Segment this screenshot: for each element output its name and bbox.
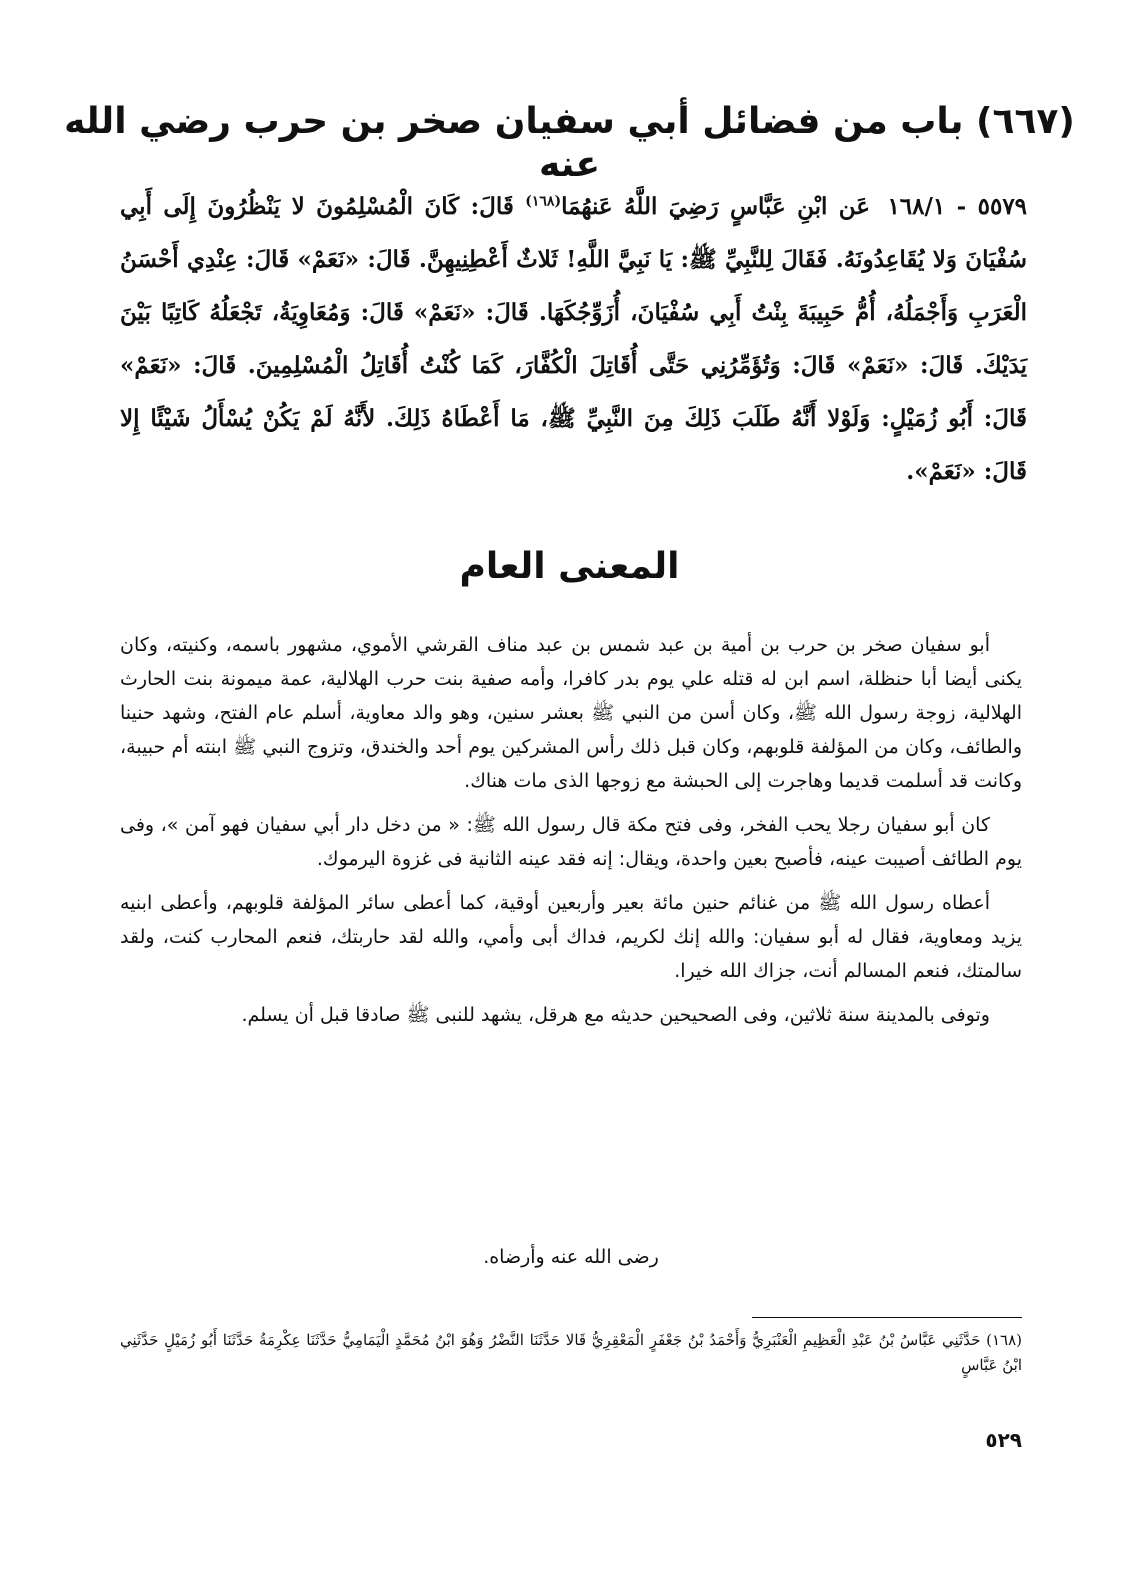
paragraph: وتوفى بالمدينة سنة ثلاثين، وفى الصحيحين حديثه مع هرقل، يشهد للنبى ﷺ صادقا قبل أن يسلم. — [241, 1004, 990, 1026]
footnote-reference: (١٦٨) — [525, 193, 562, 210]
paragraph: أعطاه رسول الله ﷺ من غنائم حنين مائة بعير وأربعين أوقية، كما أعطى سائر المؤلفة قلوبهم، وأعطى ابنيه يزيد ومعاوية، فقال له أبو سفيان: والله إنك لكريم، فداك أبى وأمي، والله لقد حاربتك، فنعم المحارب كنت، ولقد سالمتك، فنعم المسالم أنت، جزاك الله خيرا. — [120, 892, 1022, 982]
paragraph: أبو سفيان صخر بن حرب بن أمية بن عبد شمس بن عبد مناف القرشي الأموي، مشهور باسمه، وكنيته، وكان يكنى أيضا أبا حنظلة، اسم ابن له قتله علي يوم بدر كافرا، وأمه صفية بنت حرب الهلالية، عمة ميمونة بنت الحارث الهلالية، زوجة رسول الله ﷺ، وكان أسن من النبي ﷺ بعشر سنين، وهو والد معاوية، أسلم عام الفتح، وشهد حنينا والطائف، وكان من المؤلفة قلوبهم، وكان قبل ذلك رأس المشركين يوم أحد والخندق، وتزوج النبي ﷺ ابنته أم حبيبة، وكانت قد أسلمت قديما وهاجرت إلى الحبشة مع زوجها الذى مات هناك. — [120, 634, 1022, 792]
closing-line: رضى الله عنه وأرضاه. — [483, 1246, 659, 1268]
commentary-body — [120, 628, 1022, 1042]
paragraph: كان أبو سفيان رجلا يحب الفخر، وفى فتح مكة قال رسول الله ﷺ: « من دخل دار أبي سفيان فهو آمن »، وفى يوم الطائف أصيبت عينه، فأصبح بعين واحدة، ويقال: إنه فقد عينه الثانية فى غزوة اليرموك. — [120, 814, 1022, 870]
hadith-text — [120, 180, 1027, 498]
section-title: المعنى العام — [459, 546, 680, 587]
hadith-number: ٥٥٧٩ - ١٦٨/١ — [887, 193, 1028, 220]
footnote-divider — [752, 1317, 1022, 1318]
hadith-text-opening: عَن ابْنِ عَبَّاسٍ رَضِيَ اللَّهُ عَنهُمَا — [561, 193, 871, 220]
footnote: (١٦٨) حَدَّثَنِي عَبَّاسُ بْنُ عَبْدِ الْعَظِيمِ الْعَنْبَرِيُّ وَأَحْمَدُ بْنُ جَعْفَرٍ الْمَعْقِرِيُّ قَالا حَدَّثَنَا النَّضْرُ وَهُوَ ابْنُ مُحَمَّدٍ الْيَمَامِيُّ حَدَّثَنَا عِكْرِمَةُ حَدَّثَنَا أَبُو زُمَيْلٍ حَدَّثَنِي ابْنُ عَبَّاسٍ — [120, 1331, 1022, 1374]
page-number: ٥٢٩ — [985, 1428, 1022, 1452]
hadith-text-body: قَالَ: كَانَ الْمُسْلِمُونَ لا يَنْظُرُونَ إِلَى أَبِي سُفْيَانَ وَلا يُقَاعِدُونَهُ. فَقَالَ لِلنَّبِيِّ ﷺ: يَا نَبِيَّ اللَّهِ! ثَلاثٌ أَعْطِنِيهِنَّ. قَالَ: «نَعَمْ» قَالَ: عِنْدِي أَحْسَنُ الْعَرَبِ وَأَجْمَلُهُ، أُمُّ حَبِيبَةَ بِنْتُ أَبِي سُفْيَانَ، أُزَوِّجُكَهَا. قَالَ: «نَعَمْ» قَالَ: وَمُعَاوِيَةُ، تَجْعَلُهُ كَاتِبًا بَيْنَ يَدَيْكَ. قَالَ: «نَعَمْ» قَالَ: وَتُؤَمِّرُنِي حَتَّى أُقَاتِلَ الْكُفَّارَ، كَمَا كُنْتُ أُقَاتِلُ الْمُسْلِمِينَ. قَالَ: «نَعَمْ» قَالَ: أَبُو زُمَيْلٍ: وَلَوْلا أَنَّهُ طَلَبَ ذَلِكَ مِنَ النَّبِيِّ ﷺ، مَا أَعْطَاهُ ذَلِكَ. لأَنَّهُ لَمْ يَكُنْ يُسْأَلُ شَيْئًا إِلا قَالَ: «نَعَمْ». — [120, 193, 1027, 485]
chapter-title: (٦٦٧) باب من فضائل أبي سفيان صخر بن حرب رضي الله عنه — [64, 101, 1075, 186]
